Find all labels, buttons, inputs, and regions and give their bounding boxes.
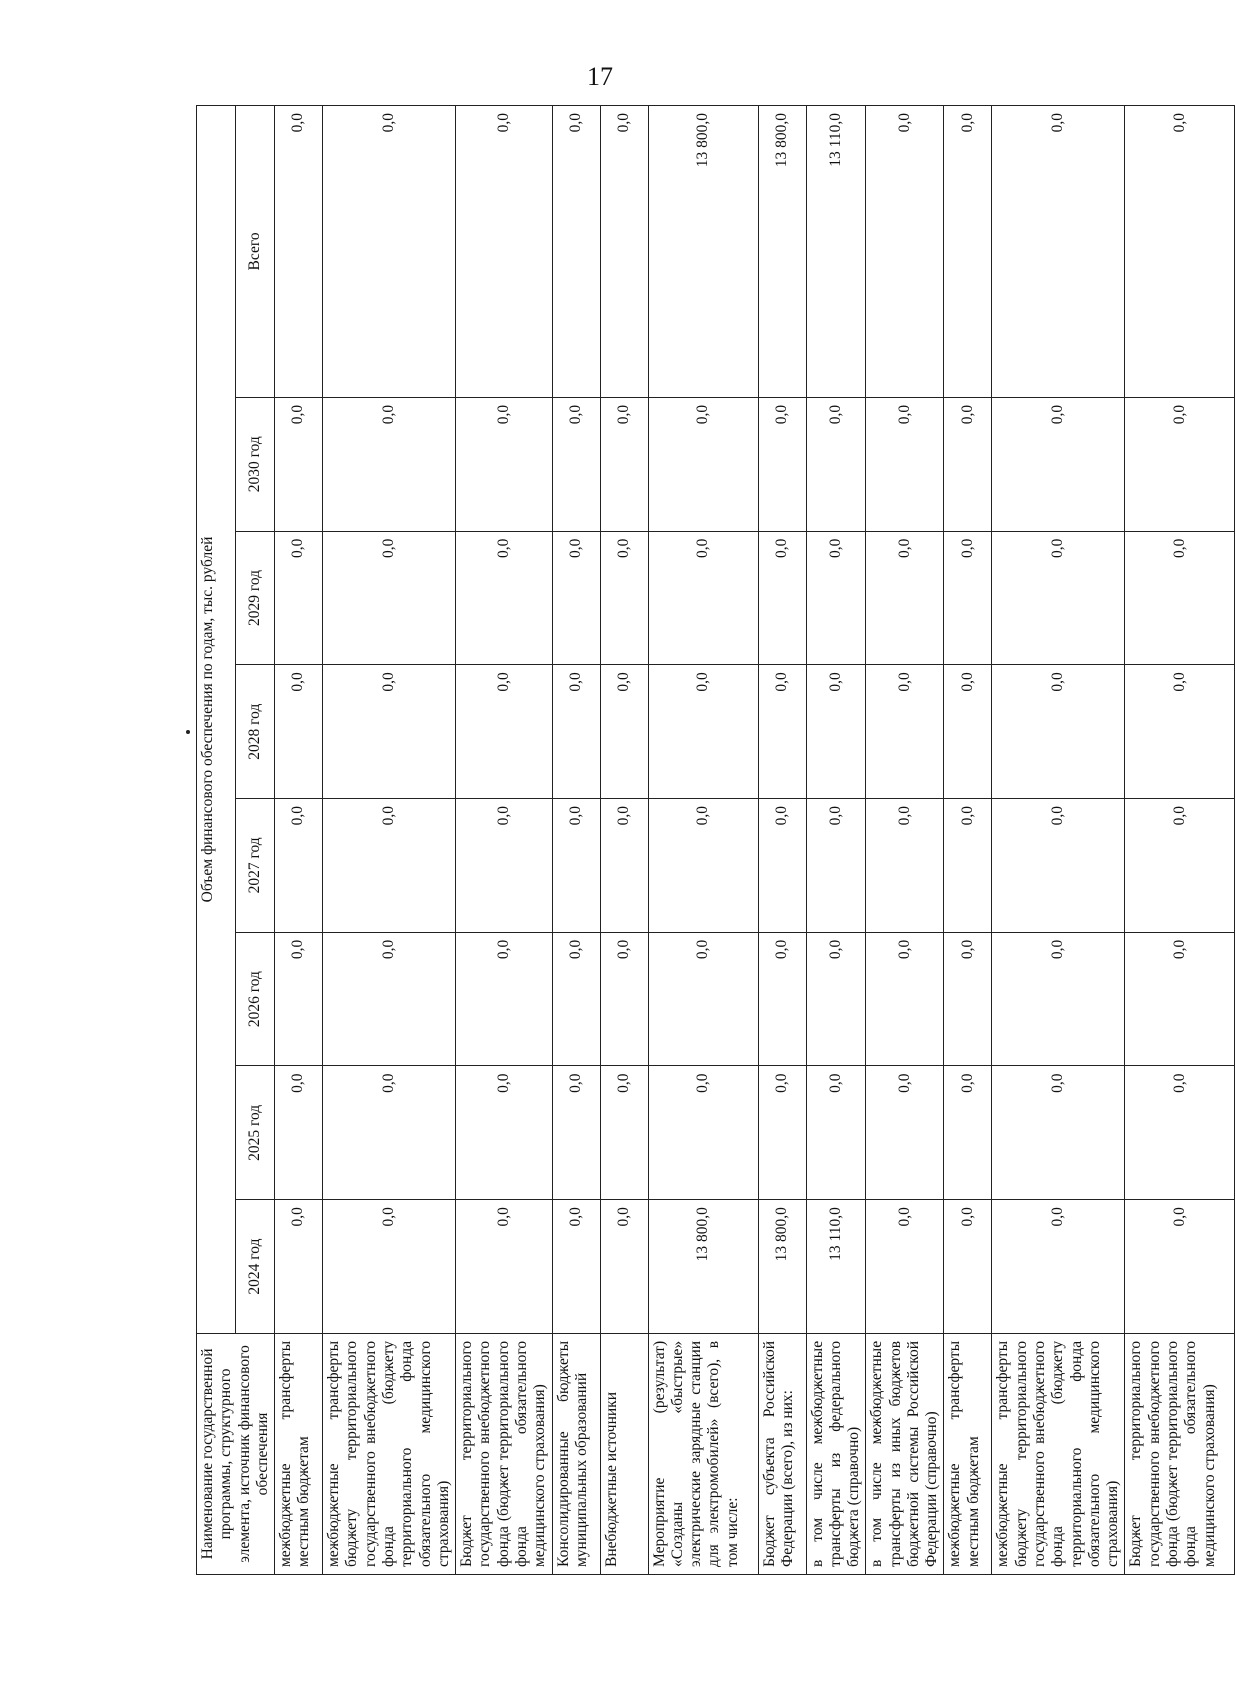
cell-2024: 0,0: [944, 1200, 992, 1334]
row-name: в том числе межбюджетные трансферты из иных бюджетов бюджетной системы Российской Федерации (справочно): [866, 1333, 944, 1574]
cell-2026: 0,0: [552, 932, 600, 1066]
cell-2024: 13 800,0: [758, 1200, 806, 1334]
cell-total: 0,0: [944, 106, 992, 398]
cell-2027: 0,0: [806, 799, 866, 933]
cell-2025: 0,0: [552, 1066, 600, 1200]
table-row: [323, 106, 456, 1575]
cell-2024: 13 110,0: [806, 1200, 866, 1334]
cell-2029: 0,0: [1125, 531, 1235, 665]
cell-2029: 0,0: [600, 531, 648, 665]
header-year-2028: 2028 год: [236, 665, 275, 799]
cell-2030: 0,0: [992, 397, 1125, 531]
cell-2024: 13 800,0: [648, 1200, 758, 1334]
cell-2026: 0,0: [806, 932, 866, 1066]
table-row: [992, 106, 1125, 1575]
cell-2024: 0,0: [275, 1200, 323, 1334]
table-row: [944, 106, 992, 1575]
table-row: [456, 106, 552, 1575]
cell-2026: 0,0: [456, 932, 552, 1066]
cell-2024: 0,0: [552, 1200, 600, 1334]
cell-2027: 0,0: [944, 799, 992, 933]
cell-2025: 0,0: [600, 1066, 648, 1200]
header-total: Всего: [236, 106, 275, 398]
scan-dot: [186, 730, 190, 734]
cell-2027: 0,0: [866, 799, 944, 933]
cell-2027: 0,0: [552, 799, 600, 933]
cell-2027: 0,0: [758, 799, 806, 933]
cell-2029: 0,0: [323, 531, 456, 665]
cell-2025: 0,0: [456, 1066, 552, 1200]
header-name-column: Наименование государственной программы, структурного элемента, источник финансового обеспечения: [197, 1333, 275, 1574]
cell-2026: 0,0: [944, 932, 992, 1066]
cell-2029: 0,0: [456, 531, 552, 665]
cell-2025: 0,0: [323, 1066, 456, 1200]
cell-2026: 0,0: [758, 932, 806, 1066]
cell-2028: 0,0: [275, 665, 323, 799]
row-name: межбюджетные трансферты бюджету территориального государственного внебюджетного фонда (бюджету территориального фонда обязательного медицинского страхования): [323, 1333, 456, 1574]
cell-2026: 0,0: [866, 932, 944, 1066]
cell-total: 0,0: [1125, 106, 1235, 398]
cell-2027: 0,0: [1125, 799, 1235, 933]
cell-2026: 0,0: [323, 932, 456, 1066]
cell-2026: 0,0: [1125, 932, 1235, 1066]
cell-2024: 0,0: [323, 1200, 456, 1334]
table-row: [1125, 106, 1235, 1575]
cell-2026: 0,0: [600, 932, 648, 1066]
cell-2027: 0,0: [323, 799, 456, 933]
cell-2024: 0,0: [456, 1200, 552, 1334]
cell-total: 0,0: [992, 106, 1125, 398]
header-row-1: [197, 106, 236, 1575]
row-name: Консолидированные бюджеты муниципальных образований: [552, 1333, 600, 1574]
cell-2027: 0,0: [992, 799, 1125, 933]
header-year-2025: 2025 год: [236, 1066, 275, 1200]
cell-2030: 0,0: [456, 397, 552, 531]
header-year-2030: 2030 год: [236, 397, 275, 531]
cell-total: 13 110,0: [806, 106, 866, 398]
cell-2028: 0,0: [944, 665, 992, 799]
cell-2025: 0,0: [275, 1066, 323, 1200]
cell-2026: 0,0: [992, 932, 1125, 1066]
table-row: [600, 106, 648, 1575]
cell-2025: 0,0: [806, 1066, 866, 1200]
row-name: межбюджетные трансферты бюджету территориального государственного внебюджетного фонда (бюджету территориального фонда обязательного медицинского страхования): [992, 1333, 1125, 1574]
cell-2030: 0,0: [323, 397, 456, 531]
cell-total: 0,0: [275, 106, 323, 398]
cell-2030: 0,0: [1125, 397, 1235, 531]
table-row: [866, 106, 944, 1575]
cell-2025: 0,0: [648, 1066, 758, 1200]
cell-2027: 0,0: [456, 799, 552, 933]
cell-2025: 0,0: [944, 1066, 992, 1200]
cell-total: 0,0: [552, 106, 600, 398]
cell-2029: 0,0: [648, 531, 758, 665]
cell-2024: 0,0: [600, 1200, 648, 1334]
cell-2028: 0,0: [806, 665, 866, 799]
cell-2028: 0,0: [323, 665, 456, 799]
cell-2026: 0,0: [648, 932, 758, 1066]
cell-2028: 0,0: [552, 665, 600, 799]
table-row: [275, 106, 323, 1575]
row-name: Бюджет территориального государственного внебюджетного фонда (бюджет территориального фонда обязательного медицинского страхования): [456, 1333, 552, 1574]
cell-2024: 0,0: [1125, 1200, 1235, 1334]
cell-2029: 0,0: [758, 531, 806, 665]
cell-2025: 0,0: [1125, 1066, 1235, 1200]
cell-2029: 0,0: [806, 531, 866, 665]
header-year-2029: 2029 год: [236, 531, 275, 665]
row-name: Бюджет субъекта Российской Федерации (всего), из них:: [758, 1333, 806, 1574]
cell-2030: 0,0: [648, 397, 758, 531]
cell-2030: 0,0: [275, 397, 323, 531]
row-name: межбюджетные трансферты местным бюджетам: [275, 1333, 323, 1574]
cell-2027: 0,0: [648, 799, 758, 933]
cell-2028: 0,0: [648, 665, 758, 799]
cell-2029: 0,0: [552, 531, 600, 665]
cell-2028: 0,0: [992, 665, 1125, 799]
header-year-2026: 2026 год: [236, 932, 275, 1066]
cell-2030: 0,0: [806, 397, 866, 531]
cell-2029: 0,0: [866, 531, 944, 665]
cell-2029: 0,0: [275, 531, 323, 665]
cell-2030: 0,0: [866, 397, 944, 531]
cell-2030: 0,0: [600, 397, 648, 531]
rotated-table-container: [196, 105, 1218, 1575]
cell-total: 13 800,0: [648, 106, 758, 398]
header-funding-group: Объем финансового обеспечения по годам, тыс. рублей: [197, 106, 236, 1334]
cell-2027: 0,0: [275, 799, 323, 933]
row-name: Бюджет территориального государственного внебюджетного фонда (бюджет территориального фонда обязательного медицинского страхования): [1125, 1333, 1235, 1574]
cell-2030: 0,0: [552, 397, 600, 531]
cell-2030: 0,0: [758, 397, 806, 531]
cell-2028: 0,0: [866, 665, 944, 799]
cell-2025: 0,0: [758, 1066, 806, 1200]
cell-2029: 0,0: [992, 531, 1125, 665]
header-year-2024: 2024 год: [236, 1200, 275, 1334]
cell-2028: 0,0: [1125, 665, 1235, 799]
cell-total: 0,0: [600, 106, 648, 398]
cell-2025: 0,0: [866, 1066, 944, 1200]
cell-2028: 0,0: [758, 665, 806, 799]
cell-total: 13 800,0: [758, 106, 806, 398]
cell-2030: 0,0: [944, 397, 992, 531]
financing-table: [196, 105, 1235, 1575]
table-row: [648, 106, 758, 1575]
header-year-2027: 2027 год: [236, 799, 275, 933]
table-row: [552, 106, 600, 1575]
row-name: Внебюджетные источники: [600, 1333, 648, 1574]
row-name: в том числе межбюджетные трансферты из федерального бюджета (справочно): [806, 1333, 866, 1574]
cell-2025: 0,0: [992, 1066, 1125, 1200]
cell-2024: 0,0: [866, 1200, 944, 1334]
row-name: межбюджетные трансферты местным бюджетам: [944, 1333, 992, 1574]
cell-2028: 0,0: [456, 665, 552, 799]
cell-2024: 0,0: [992, 1200, 1125, 1334]
cell-total: 0,0: [456, 106, 552, 398]
row-name: Мероприятие (результат) «Созданы «быстрые» электрические зарядные станции для электромобилей» (всего), в том числе:: [648, 1333, 758, 1574]
table-row: [758, 106, 806, 1575]
cell-2029: 0,0: [944, 531, 992, 665]
table-row: [806, 106, 866, 1575]
page-number: 17: [587, 62, 613, 91]
cell-total: 0,0: [323, 106, 456, 398]
cell-total: 0,0: [866, 106, 944, 398]
cell-2027: 0,0: [600, 799, 648, 933]
cell-2028: 0,0: [600, 665, 648, 799]
cell-2026: 0,0: [275, 932, 323, 1066]
